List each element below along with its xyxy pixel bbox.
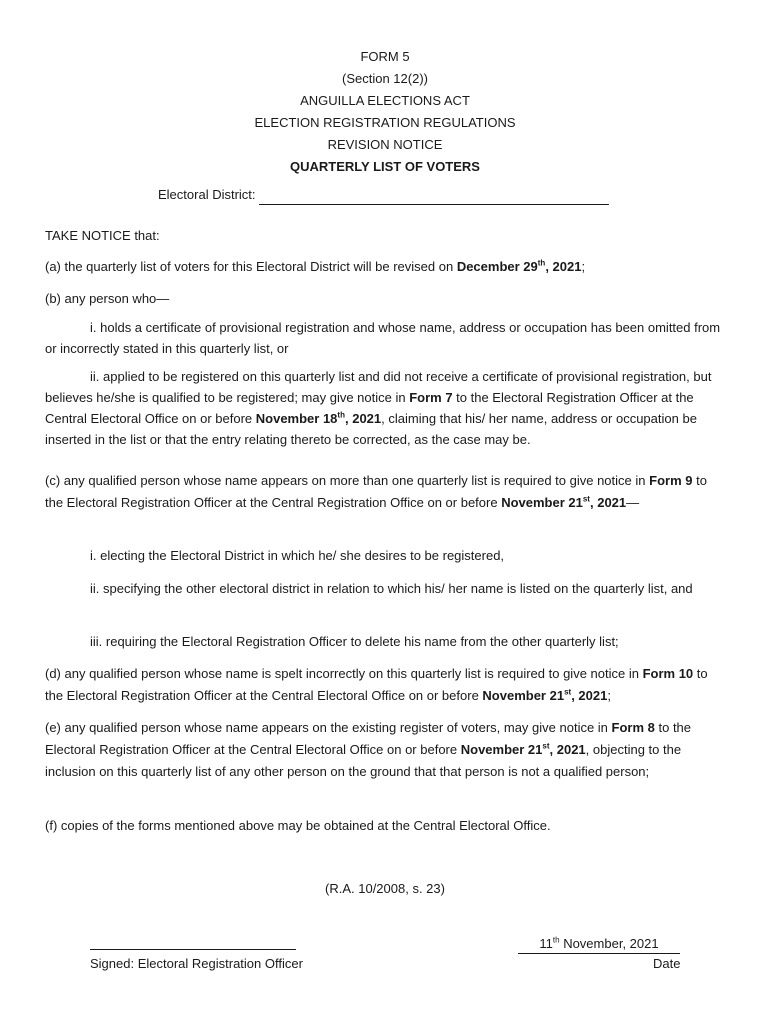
act-title: ANGUILLA ELECTIONS ACT [300,93,470,108]
regulations-title: ELECTION REGISTRATION REGULATIONS [254,115,516,130]
clause-c-iii: iii. requiring the Electoral Registration Officer to delete his name from the other quarterly list; [90,634,619,649]
signature-line[interactable] [90,935,296,950]
section-reference: (Section 12(2)) [342,71,428,86]
clause-c: (c) any qualified person whose name appears on more than one quarterly list is required to give notice in Form 9 to the Electoral Registration Officer at the Central Registration Office on or before November 21st, 2021— [45,473,707,510]
notice-title: REVISION NOTICE [327,137,443,152]
legal-reference: (R.A. 10/2008, s. 23) [325,881,445,896]
clause-b-ii: ii. applied to be registered on this quarterly list and did not receive a certificate of provisional registration, but believes he/she is qualified to be registered; may give notice in Form 7 to the Electoral Registration Officer at the Central Electoral Office on or before November 18th, 2021, claiming that his/ her name, address or occupation be inserted in the list or that the entry relating thereto be corrected, as the case may be. [45,369,712,447]
clause-c-i: i. electing the Electoral District in which he/ she desires to be registered, [90,548,505,563]
clause-c-ii: ii. specifying the other electoral district in relation to which his/ her name is listed on the quarterly list, and [90,581,693,596]
document-title: QUARTERLY LIST OF VOTERS [290,159,480,174]
clause-b: (b) any person who— [45,291,170,306]
date-field[interactable]: 11th November, 2021 [518,935,680,954]
clause-e: (e) any qualified person whose name appears on the existing register of voters, may give notice in Form 8 to the Electoral Registration Officer at the Central Electoral Office on or before November 21st, 2021, objecting to the inclusion on this quarterly list of any other person on the ground that that person is not a qualified person; [45,720,692,779]
clause-a: (a) the quarterly list of voters for this Electoral District will be revised on December 29th, 2021; [45,258,586,274]
clause-b-i: i. holds a certificate of provisional registration and whose name, address or occupation has been omitted from or incorrectly stated in this quarterly list, or [45,320,721,356]
clause-f: (f) copies of the forms mentioned above may be obtained at the Central Electoral Office. [45,818,551,833]
electoral-district-blank[interactable] [259,190,609,205]
signature-label: Signed: Electoral Registration Officer [90,956,303,971]
electoral-district-label: Electoral District: [158,187,256,202]
form-number: FORM 5 [360,49,410,64]
intro-text: TAKE NOTICE that: [45,228,160,243]
date-label: Date [653,956,681,971]
clause-d: (d) any qualified person whose name is spelt incorrectly on this quarterly list is required to give notice in Form 10 to the Electoral Registration Officer at the Central Electoral Office on or before November 21st, 2021; [45,666,708,703]
electoral-district-field[interactable] [158,185,609,205]
